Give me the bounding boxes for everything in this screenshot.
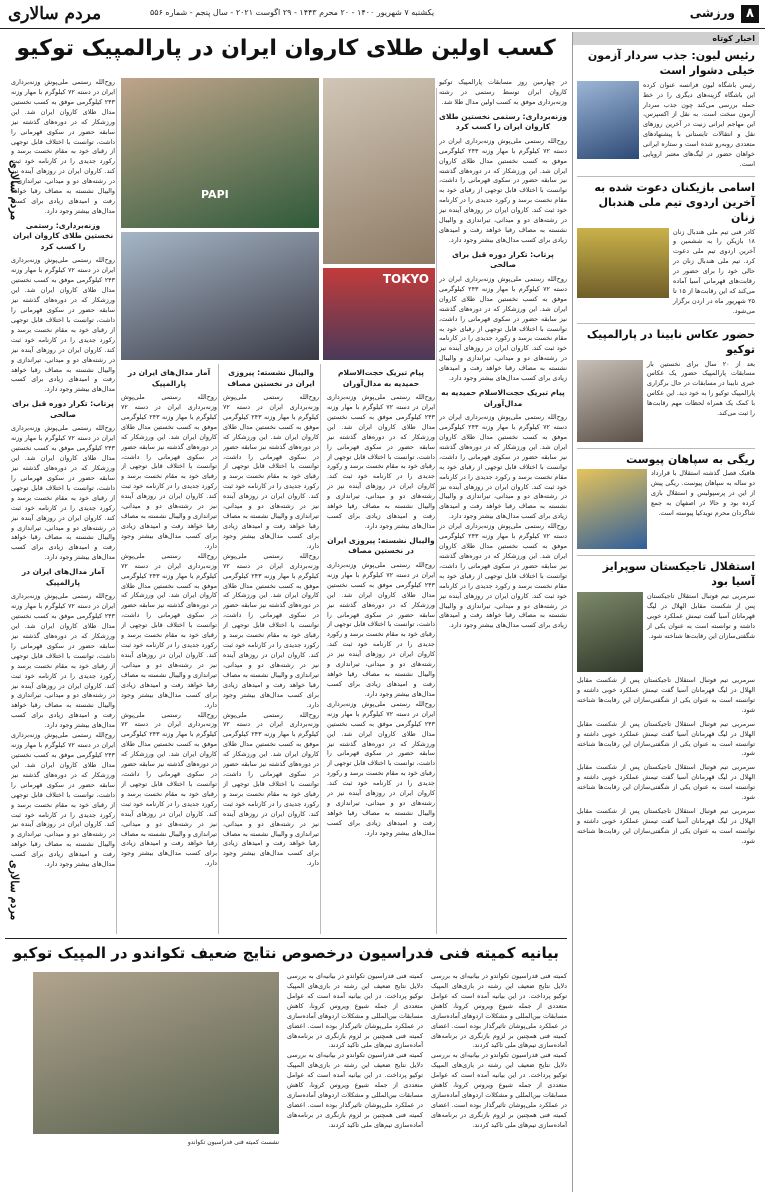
side-news-body-continued: سرمربی تیم فوتبال استقلال تاجیکستان پس از شکست مقابل الهلال در لیگ قهرمانان آسیا گفت تیمش عملکرد خوبی داشته و توانسته است به عنوان یکی از شگفتی‌سازان این رقابت‌ها شناخته شود.: [577, 807, 755, 845]
side-news-body-continued: سرمربی تیم فوتبال استقلال تاجیکستان پس از شکست مقابل الهلال در لیگ قهرمانان آسیا گفت تیمش عملکرد خوبی داشته و توانسته است به عنوان یکی از شگفتی‌سازان این رقابت‌ها شناخته شود.: [577, 676, 755, 714]
bottom-headline: بیانیه کمیته فنی فدراسیون درخصوص نتایج ضعیف تکواندو در المپیک توکیو: [13, 944, 559, 962]
article-body: روح‌الله رستمی ملی‌پوش وزنه‌برداری ایران در دسته ۷۲ کیلوگرم با مهار وزنه ۲۴۳ کیلوگرمی موفق به کسب نخستین مدال طلای کاروان ایران شد. این ورزشکار که در دوره‌های گذشته نیز سابقه حضور در سکوی قهرمانی را داشت، توانست با اختلاف قابل توجهی از رقبای خود به مقام نخست برسد و رکورد جدیدی را در کارنامه خود ثبت کند. کاروان ایران در روزهای آینده نیز در رشته‌های دو و میدانی، تیراندازی و والیبال نشسته به مصاف رقبا خواهد رفت و امیدهای زیادی برای کسب مدال‌های بیشتر وجود دارد.: [327, 560, 435, 698]
article-body: کمیته فنی فدراسیون تکواندو در بیانیه‌ای به بررسی دلایل نتایج ضعیف این رشته در بازی‌های المپیک توکیو پرداخت. در این بیانیه آمده است که عوامل متعددی از جمله شیوع ویروس کرونا، کاهش مسابقات بین‌المللی و مشکلات اردوهای آماده‌سازی در عملکرد ملی‌پوشان تاثیرگذار بوده است. اعضای کمیته فنی همچنین بر لزوم بازنگری در برنامه‌های آماده‌سازی تیم‌های ملی تاکید کردند.: [287, 972, 423, 1050]
side-news-body-continued: سرمربی تیم فوتبال استقلال تاجیکستان پس از شکست مقابل الهلال در لیگ قهرمانان آسیا گفت تیمش عملکرد خوبی داشته و توانسته است به عنوان یکی از شگفتی‌سازان این رقابت‌ها شناخته شود.: [577, 719, 755, 758]
side-news-item: [573, 181, 759, 317]
column-rule: [436, 88, 437, 934]
article-body: کمیته فنی فدراسیون تکواندو در بیانیه‌ای به بررسی دلایل نتایج ضعیف این رشته در بازی‌های المپیک توکیو پرداخت. در این بیانیه آمده است که عوامل متعددی از جمله شیوع ویروس کرونا، کاهش مسابقات بین‌المللی و مشکلات اردوهای آماده‌سازی در عملکرد ملی‌پوشان تاثیرگذار بوده است. اعضای کمیته فنی همچنین بر لزوم بازنگری در برنامه‌های آماده‌سازی تیم‌های ملی تاکید کردند.: [431, 972, 567, 1050]
volleyball-photo: [323, 268, 435, 360]
article-body: روح‌الله رستمی ملی‌پوش وزنه‌برداری ایران در دسته ۷۲ کیلوگرم با مهار وزنه ۲۴۳ کیلوگرمی موفق به کسب نخستین مدال طلای کاروان ایران شد. این ورزشکار که در دوره‌های گذشته نیز سابقه حضور در سکوی قهرمانی را داشت، توانست با اختلاف قابل توجهی از رقبای خود به مقام نخست برسد و رکورد جدیدی را در کارنامه خود ثبت کند. کاروان ایران در روزهای آینده نیز در رشته‌های دو و میدانی، تیراندازی و والیبال نشسته به مصاف رقبا خواهد رفت و امیدهای زیادی برای کسب مدال‌های بیشتر وجود دارد.: [223, 393, 319, 550]
subhead: پرتاب: تکرار دوره قبل برای صالحی: [452, 249, 554, 270]
side-news-item: [573, 560, 759, 846]
side-news-body: کادر فنی تیم ملی هندبال زنان ۱۸ بازیکن را به ششمین و آخرین اردوی تیم ملی دعوت کرد. تیم ملی هندبال زنان در حالی خود را برای حضور در رقابت‌های قهرمانی آسیا آماده می‌کند که این رقابت‌ها از ۱۵ تا ۲۵ شهریور ماه در اردن برگزار می‌شود.: [673, 227, 755, 315]
side-news-title: استقلال تاجیکستان سوپرایز آسیا بود: [602, 560, 755, 589]
bottom-article-col-1: [431, 972, 567, 1194]
article-body: روح‌الله رستمی ملی‌پوش وزنه‌برداری ایران در دسته ۷۲ کیلوگرم با مهار وزنه ۲۴۳ کیلوگرمی موفق به کسب نخستین مدال طلای کاروان ایران شد. این ورزشکار که در دوره‌های گذشته نیز سابقه حضور در سکوی قهرمانی را داشت، توانست با اختلاف قابل توجهی از رقبای خود به مقام نخست برسد و رکورد جدیدی را در کارنامه خود ثبت کند. کاروان ایران در روزهای آینده نیز در رشته‌های دو و میدانی، تیراندازی و والیبال نشسته به مصاف رقبا خواهد رفت و امیدهای زیادی برای کسب مدال‌های بیشتر وجود دارد.: [223, 551, 319, 709]
article-body: روح‌الله رستمی ملی‌پوش وزنه‌برداری ایران در دسته ۷۲ کیلوگرم با مهار وزنه ۲۴۳ کیلوگرمی موفق به کسب نخستین مدال طلای کاروان ایران شد. این ورزشکار که در دوره‌های گذشته نیز سابقه حضور در سکوی قهرمانی را داشت، توانست با اختلاف قابل توجهی از رقبای خود به مقام نخست برسد و رکورد جدیدی را در کارنامه خود ثبت کند. کاروان ایران در روزهای آینده نیز در رشته‌های دو و میدانی، تیراندازی و والیبال نشسته به مصاف رقبا خواهد رفت و امیدهای زیادی برای کسب مدال‌های بیشتر وجود دارد.: [121, 393, 217, 550]
athlete-bib: PAPI: [201, 188, 229, 201]
coach-photo: [577, 592, 643, 672]
issue-info: یکشنبه ۷ شهریور ۱۴۰۰ - ۲۰ محرم ۱۴۴۳ - ۲۹ اگوست ۲۰۲۱ - سال پنجم - شماره ۵۵۶: [150, 8, 435, 17]
article-body: روح‌الله رستمی ملی‌پوش وزنه‌برداری ایران در دسته ۷۲ کیلوگرم با مهار وزنه ۲۴۳ کیلوگرمی موفق به کسب نخستین مدال طلای کاروان ایران شد. این ورزشکار که در دوره‌های گذشته نیز سابقه حضور در سکوی قهرمانی را داشت، توانست با اختلاف قابل توجهی از رقبای خود به مقام نخست برسد و رکورد جدیدی را در کارنامه خود ثبت کند. کاروان ایران در روزهای آینده نیز در رشته‌های دو و میدانی، تیراندازی و والیبال نشسته به مصاف رقبا خواهد رفت و امیدهای زیادی برای کسب مدال‌های بیشتر وجود دارد.: [327, 699, 435, 837]
main-article-col-5: [11, 78, 115, 934]
subhead: آمار مدال‌های ایران در پارالمپیک: [127, 368, 211, 388]
shorts-label: اخبار کوتاه: [573, 32, 759, 45]
main-article-col-1: [439, 78, 567, 934]
article-body: کمیته فنی فدراسیون تکواندو در بیانیه‌ای به بررسی دلایل نتایج ضعیف این رشته در بازی‌های المپیک توکیو پرداخت. در این بیانیه آمده است که عوامل متعددی از جمله شیوع ویروس کرونا، کاهش مسابقات بین‌المللی و مشکلات اردوهای آماده‌سازی در عملکرد ملی‌پوشان تاثیرگذار بوده است. اعضای کمیته فنی همچنین بر لزوم بازنگری در برنامه‌های آماده‌سازی تیم‌های ملی تاکید کردند.: [287, 1051, 423, 1129]
subhead: وزنه‌برداری: رستمی نخستین طلای کاروان ایران را کسب کرد: [439, 111, 567, 132]
main-article-col-2: [327, 364, 435, 934]
main-headline: کسب اولین طلای کاروان ایران در پارالمپیک توکیو: [16, 36, 556, 61]
subhead: پیام تبریک حجت‌الاسلام حمیدیه به مدال‌آوران: [441, 388, 565, 408]
side-logo: مردم سالاری: [8, 160, 21, 221]
side-news-item: [573, 328, 759, 442]
article-body: روح‌الله رستمی ملی‌پوش وزنه‌برداری ایران در دسته ۷۲ کیلوگرم با مهار وزنه ۲۴۳ کیلوگرمی موفق به کسب نخستین مدال طلای کاروان ایران شد. این ورزشکار که در دوره‌های گذشته نیز سابقه حضور در سکوی قهرمانی را داشت، توانست با اختلاف قابل توجهی از رقبای خود به مقام نخست برسد و رکورد جدیدی را در کارنامه خود ثبت کند. کاروان ایران در روزهای آینده نیز در رشته‌های دو و میدانی، تیراندازی و والیبال نشسته به مصاف رقبا خواهد رفت و امیدهای زیادی برای کسب مدال‌های بیشتر وجود دارد.: [11, 592, 115, 730]
article-body: روح‌الله رستمی ملی‌پوش وزنه‌برداری ایران در دسته ۷۲ کیلوگرم با مهار وزنه ۲۴۳ کیلوگرمی موفق به کسب نخستین مدال طلای کاروان ایران شد. این ورزشکار که در دوره‌های گذشته نیز سابقه حضور در سکوی قهرمانی را داشت، توانست با اختلاف قابل توجهی از رقبای خود به مقام نخست برسد و رکورد جدیدی را در کارنامه خود ثبت کند. کاروان ایران در روزهای آینده نیز در رشته‌های دو و میدانی، تیراندازی و والیبال نشسته به مصاف رقبا خواهد رفت و امیدهای زیادی برای کسب مدال‌های بیشتر وجود دارد.: [121, 710, 217, 868]
photo-caption: نشست کمیته فنی فدراسیون تکواندو: [187, 1139, 279, 1146]
side-news-body-continued: سرمربی تیم فوتبال استقلال تاجیکستان پس از شکست مقابل الهلال در لیگ قهرمانان آسیا گفت تیمش عملکرد خوبی داشته و توانسته است به عنوان یکی از شگفتی‌سازان این رقابت‌ها شناخته شود.: [577, 763, 755, 802]
column-rule: [320, 364, 321, 934]
page-header: [0, 0, 765, 29]
article-body: روح‌الله رستمی ملی‌پوش وزنه‌برداری ایران در دسته ۷۲ کیلوگرم با مهار وزنه ۲۴۳ کیلوگرمی موفق به کسب نخستین مدال طلای کاروان ایران شد. این ورزشکار که در دوره‌های گذشته نیز سابقه حضور در سکوی قهرمانی را داشت، توانست با اختلاف قابل توجهی از رقبای خود به مقام نخست برسد و رکورد جدیدی را در کارنامه خود ثبت کند. کاروان ایران در روزهای آینده نیز در رشته‌های دو و میدانی، تیراندازی و والیبال نشسته به مصاف رقبا خواهد رفت و امیدهای زیادی برای کسب مدال‌های بیشتر وجود دارد.: [11, 256, 115, 394]
lead: در چهارمین روز مسابقات پارالمپیک توکیو کاروان ایران توسط رستمی در رشته وزنه‌برداری موفق به کسب اولین مدال طلا شد.: [439, 78, 567, 106]
side-news-title: ریگی به سپاهان پیوست: [626, 452, 755, 466]
meeting-photo: [33, 972, 279, 1134]
side-news-item: [573, 49, 759, 170]
shorts-column: [572, 32, 759, 1192]
bottom-rule: [5, 938, 567, 939]
subhead: والیبال نشسته: پیروزی ایران در نخستین مصاف: [227, 368, 315, 388]
article-body: کمیته فنی فدراسیون تکواندو در بیانیه‌ای به بررسی دلایل نتایج ضعیف این رشته در بازی‌های المپیک توکیو پرداخت. در این بیانیه آمده است که عوامل متعددی از جمله شیوع ویروس کرونا، کاهش مسابقات بین‌المللی و مشکلات اردوهای آماده‌سازی در عملکرد ملی‌پوشان تاثیرگذار بوده است. اعضای کمیته فنی همچنین بر لزوم بازنگری در برنامه‌های آماده‌سازی تیم‌های ملی تاکید کردند.: [431, 1051, 567, 1129]
article-body: روح‌الله رستمی ملی‌پوش وزنه‌برداری ایران در دسته ۷۲ کیلوگرم با مهار وزنه ۲۴۳ کیلوگرمی موفق به کسب نخستین مدال طلای کاروان ایران شد. این ورزشکار که در دوره‌های گذشته نیز سابقه حضور در سکوی قهرمانی را داشت، توانست با اختلاف قابل توجهی از رقبای خود به مقام نخست برسد و رکورد جدیدی را در کارنامه خود ثبت کند. کاروان ایران در روزهای آینده نیز در رشته‌های دو و میدانی، تیراندازی و والیبال نشسته به مصاف رقبا خواهد رفت و امیدهای زیادی برای کسب مدال‌های بیشتر وجود دارد.: [327, 393, 435, 530]
side-news-title: حضور عکاس نابینا در پارالمپیک توکیو: [586, 327, 755, 356]
side-news-body: سرمربی تیم فوتبال استقلال تاجیکستان پس از شکست مقابل الهلال در لیگ قهرمانان آسیا گفت تیمش عملکرد خوبی داشته و توانسته است به عنوان یکی از شگفتی‌سازان این رقابت‌ها شناخته شود.: [647, 592, 755, 640]
side-news-title: رئیس لیون: جذب سردار آزمون خیلی دشوار است: [587, 49, 755, 77]
page-number: ۸: [741, 5, 759, 23]
article-body: روح‌الله رستمی ملی‌پوش وزنه‌برداری ایران در دسته ۷۲ کیلوگرم با مهار وزنه ۲۴۳ کیلوگرمی موفق به کسب نخستین مدال طلای کاروان ایران شد. این ورزشکار که در دوره‌های گذشته نیز سابقه حضور در سکوی قهرمانی را داشت، توانست با اختلاف قابل توجهی از رقبای خود به مقام نخست برسد و رکورد جدیدی را در کارنامه خود ثبت کند. کاروان ایران در روزهای آینده نیز در رشته‌های دو و میدانی، تیراندازی و والیبال نشسته به مصاف رقبا خواهد رفت و امیدهای زیادی برای کسب مدال‌های بیشتر وجود دارد.: [439, 136, 567, 244]
side-news-body: رئیس باشگاه لیون فرانسه عنوان کرده این باشگاه گزینه‌های دیگری را در خط حمله بررسی می‌کند چون جذب سردار آزمون سخت است. به نقل از اکسپرس، این مهاجم ایرانی زنیت در آخرین روزهای نقل و انتقالات تابستانی با پیشنهادهای متعددی روبه‌رو شده است و ستاره ایرانی خواهان حضور در لیگ‌های معتبر اروپایی است.: [643, 80, 755, 169]
article-body: روح‌الله رستمی ملی‌پوش وزنه‌برداری ایران در دسته ۷۲ کیلوگرم با مهار وزنه ۲۴۳ کیلوگرمی موفق به کسب نخستین مدال طلای کاروان ایران شد. این ورزشکار که در دوره‌های گذشته نیز سابقه حضور در سکوی قهرمانی را داشت، توانست با اختلاف قابل توجهی از رقبای خود به مقام نخست برسد و رکورد جدیدی را در کارنامه خود ثبت کند. کاروان ایران در روزهای آینده نیز در رشته‌های دو و میدانی، تیراندازی و والیبال نشسته به مصاف رقبا خواهد رفت و امیدهای زیادی برای کسب مدال‌های بیشتر وجود دارد.: [223, 710, 319, 868]
bottom-article-col-2: [287, 972, 423, 1194]
photographer-photo: [577, 360, 643, 442]
subhead: آمار مدال‌های ایران در پارالمپیک: [21, 567, 105, 587]
subhead: پیام تبریک حجت‌الاسلام حمیدیه به مدال‌آوران: [338, 368, 424, 388]
main-article-col-4: [121, 364, 217, 934]
section-label: ورزشی: [689, 6, 735, 20]
article-body: روح‌الله رستمی ملی‌پوش وزنه‌برداری ایران در دسته ۷۲ کیلوگرم با مهار وزنه ۲۴۳ کیلوگرمی موفق به کسب نخستین مدال طلای کاروان ایران شد. این ورزشکار که در دوره‌های گذشته نیز سابقه حضور در سکوی قهرمانی را داشت، توانست با اختلاف قابل توجهی از رقبای خود به مقام نخست برسد و رکورد جدیدی را در کارنامه خود ثبت کند. کاروان ایران در روزهای آینده نیز در رشته‌های دو و میدانی، تیراندازی و والیبال نشسته به مصاف رقبا خواهد رفت و امیدهای زیادی برای کسب مدال‌های بیشتر وجود دارد.: [11, 731, 115, 869]
side-logo: مردم سالاری: [8, 860, 21, 921]
photo-caption: TOKYO: [382, 272, 429, 286]
side-news-body: بعد از ۲۰ سال برای نخستین بار مسابقات پارالمپیک حضور یک عکاس خبری نابینا در مسابقات در حال برگزاری پارالمپیک توکیو را به خود دید. این عکاس با کمک یک همراه لحظات مهم رقابت‌ها را ثبت می‌کند.: [647, 359, 755, 418]
article-body: روح‌الله رستمی ملی‌پوش وزنه‌برداری ایران در دسته ۷۲ کیلوگرم با مهار وزنه ۲۴۳ کیلوگرمی موفق به کسب نخستین مدال طلای کاروان ایران شد. این ورزشکار که در دوره‌های گذشته نیز سابقه حضور در سکوی قهرمانی را داشت، توانست با اختلاف قابل توجهی از رقبای خود به مقام نخست برسد و رکورد جدیدی را در کارنامه خود ثبت کند. کاروان ایران در روزهای آینده نیز در رشته‌های دو و میدانی، تیراندازی و والیبال نشسته به مصاف رقبا خواهد رفت و امیدهای زیادی برای کسب مدال‌های بیشتر وجود دارد.: [439, 274, 567, 383]
bottom-photo-caption: [33, 1138, 279, 1194]
subhead: وزنه‌برداری: رستمی نخستین طلای کاروان ایران را کسب کرد: [12, 220, 114, 251]
article-body: روح‌الله رستمی ملی‌پوش وزنه‌برداری ایران در دسته ۷۲ کیلوگرم با مهار وزنه ۲۴۳ کیلوگرمی موفق به کسب نخستین مدال طلای کاروان ایران شد. این ورزشکار که در دوره‌های گذشته نیز سابقه حضور در سکوی قهرمانی را داشت، توانست با اختلاف قابل توجهی از رقبای خود به مقام نخست برسد و رکورد جدیدی را در کارنامه خود ثبت کند. کاروان ایران در روزهای آینده نیز در رشته‌های دو و میدانی، تیراندازی و والیبال نشسته به مصاف رقبا خواهد رفت و امیدهای زیادی برای کسب مدال‌های بیشتر وجود دارد.: [439, 522, 567, 630]
article-body: روح‌الله رستمی ملی‌پوش وزنه‌برداری ایران در دسته ۷۲ کیلوگرم با مهار وزنه ۲۴۳ کیلوگرمی موفق به کسب نخستین مدال طلای کاروان ایران شد. این ورزشکار که در دوره‌های گذشته نیز سابقه حضور در سکوی قهرمانی را داشت، توانست با اختلاف قابل توجهی از رقبای خود به مقام نخست برسد و رکورد جدیدی را در کارنامه خود ثبت کند. کاروان ایران در روزهای آینده نیز در رشته‌های دو و میدانی، تیراندازی و والیبال نشسته به مصاف رقبا خواهد رفت و امیدهای زیادی برای کسب مدال‌های بیشتر وجود دارد.: [11, 424, 115, 562]
side-news-item: [573, 453, 759, 550]
rigi-photo: [577, 469, 647, 549]
player-photo: [577, 81, 639, 159]
side-news-body: هافبک فصل گذشته استقلال با قرارداد دو ساله به سپاهان پیوست. ریگی پیش از این در پرسپولیس و استقلال بازی کرده بود و حالا در اصفهان به جمع شاگردان محرم نویدکیا پیوسته است.: [651, 469, 755, 518]
athlete-photo-2: [121, 78, 319, 228]
column-rule: [116, 88, 117, 934]
subhead: والیبال نشسته: پیروزی ایران در نخستین مصاف: [327, 535, 435, 556]
newspaper-logo: مردم سالاری: [8, 4, 102, 24]
subhead: پرتاب: تکرار دوره قبل برای صالحی: [12, 399, 114, 419]
column-rule: [218, 364, 219, 934]
article-body: روح‌الله رستمی ملی‌پوش وزنه‌برداری ایران در دسته ۷۲ کیلوگرم با مهار وزنه ۲۴۳ کیلوگرمی موفق به کسب نخستین مدال طلای کاروان ایران شد. این ورزشکار که در دوره‌های گذشته نیز سابقه حضور در سکوی قهرمانی را داشت، توانست با اختلاف قابل توجهی از رقبای خود به مقام نخست برسد و رکورد جدیدی را در کارنامه خود ثبت کند. کاروان ایران در روزهای آینده نیز در رشته‌های دو و میدانی، تیراندازی و والیبال نشسته به مصاف رقبا خواهد رفت و امیدهای زیادی برای کسب مدال‌های بیشتر وجود دارد.: [11, 78, 115, 215]
wheelchair-photo: [121, 232, 319, 360]
side-news-title: اسامی بازیکنان دعوت شده به آخرین اردوی تیم ملی هندبال زنان: [594, 180, 755, 224]
athlete-photo-1: [323, 78, 435, 264]
handball-photo: [577, 228, 669, 298]
article-body: روح‌الله رستمی ملی‌پوش وزنه‌برداری ایران در دسته ۷۲ کیلوگرم با مهار وزنه ۲۴۳ کیلوگرمی موفق به کسب نخستین مدال طلای کاروان ایران شد. این ورزشکار که در دوره‌های گذشته نیز سابقه حضور در سکوی قهرمانی را داشت، توانست با اختلاف قابل توجهی از رقبای خود به مقام نخست برسد و رکورد جدیدی را در کارنامه خود ثبت کند. کاروان ایران در روزهای آینده نیز در رشته‌های دو و میدانی، تیراندازی و والیبال نشسته به مصاف رقبا خواهد رفت و امیدهای زیادی برای کسب مدال‌های بیشتر وجود دارد.: [121, 551, 217, 709]
main-article-col-3: [223, 364, 319, 934]
article-body: روح‌الله رستمی ملی‌پوش وزنه‌برداری ایران در دسته ۷۲ کیلوگرم با مهار وزنه ۲۴۳ کیلوگرمی موفق به کسب نخستین مدال طلای کاروان ایران شد. این ورزشکار که در دوره‌های گذشته نیز سابقه حضور در سکوی قهرمانی را داشت، توانست با اختلاف قابل توجهی از رقبای خود به مقام نخست برسد و رکورد جدیدی را در کارنامه خود ثبت کند. کاروان ایران در روزهای آینده نیز در رشته‌های دو و میدانی، تیراندازی و والیبال نشسته به مصاف رقبا خواهد رفت و امیدهای زیادی برای کسب مدال‌های بیشتر وجود دارد.: [439, 413, 567, 521]
